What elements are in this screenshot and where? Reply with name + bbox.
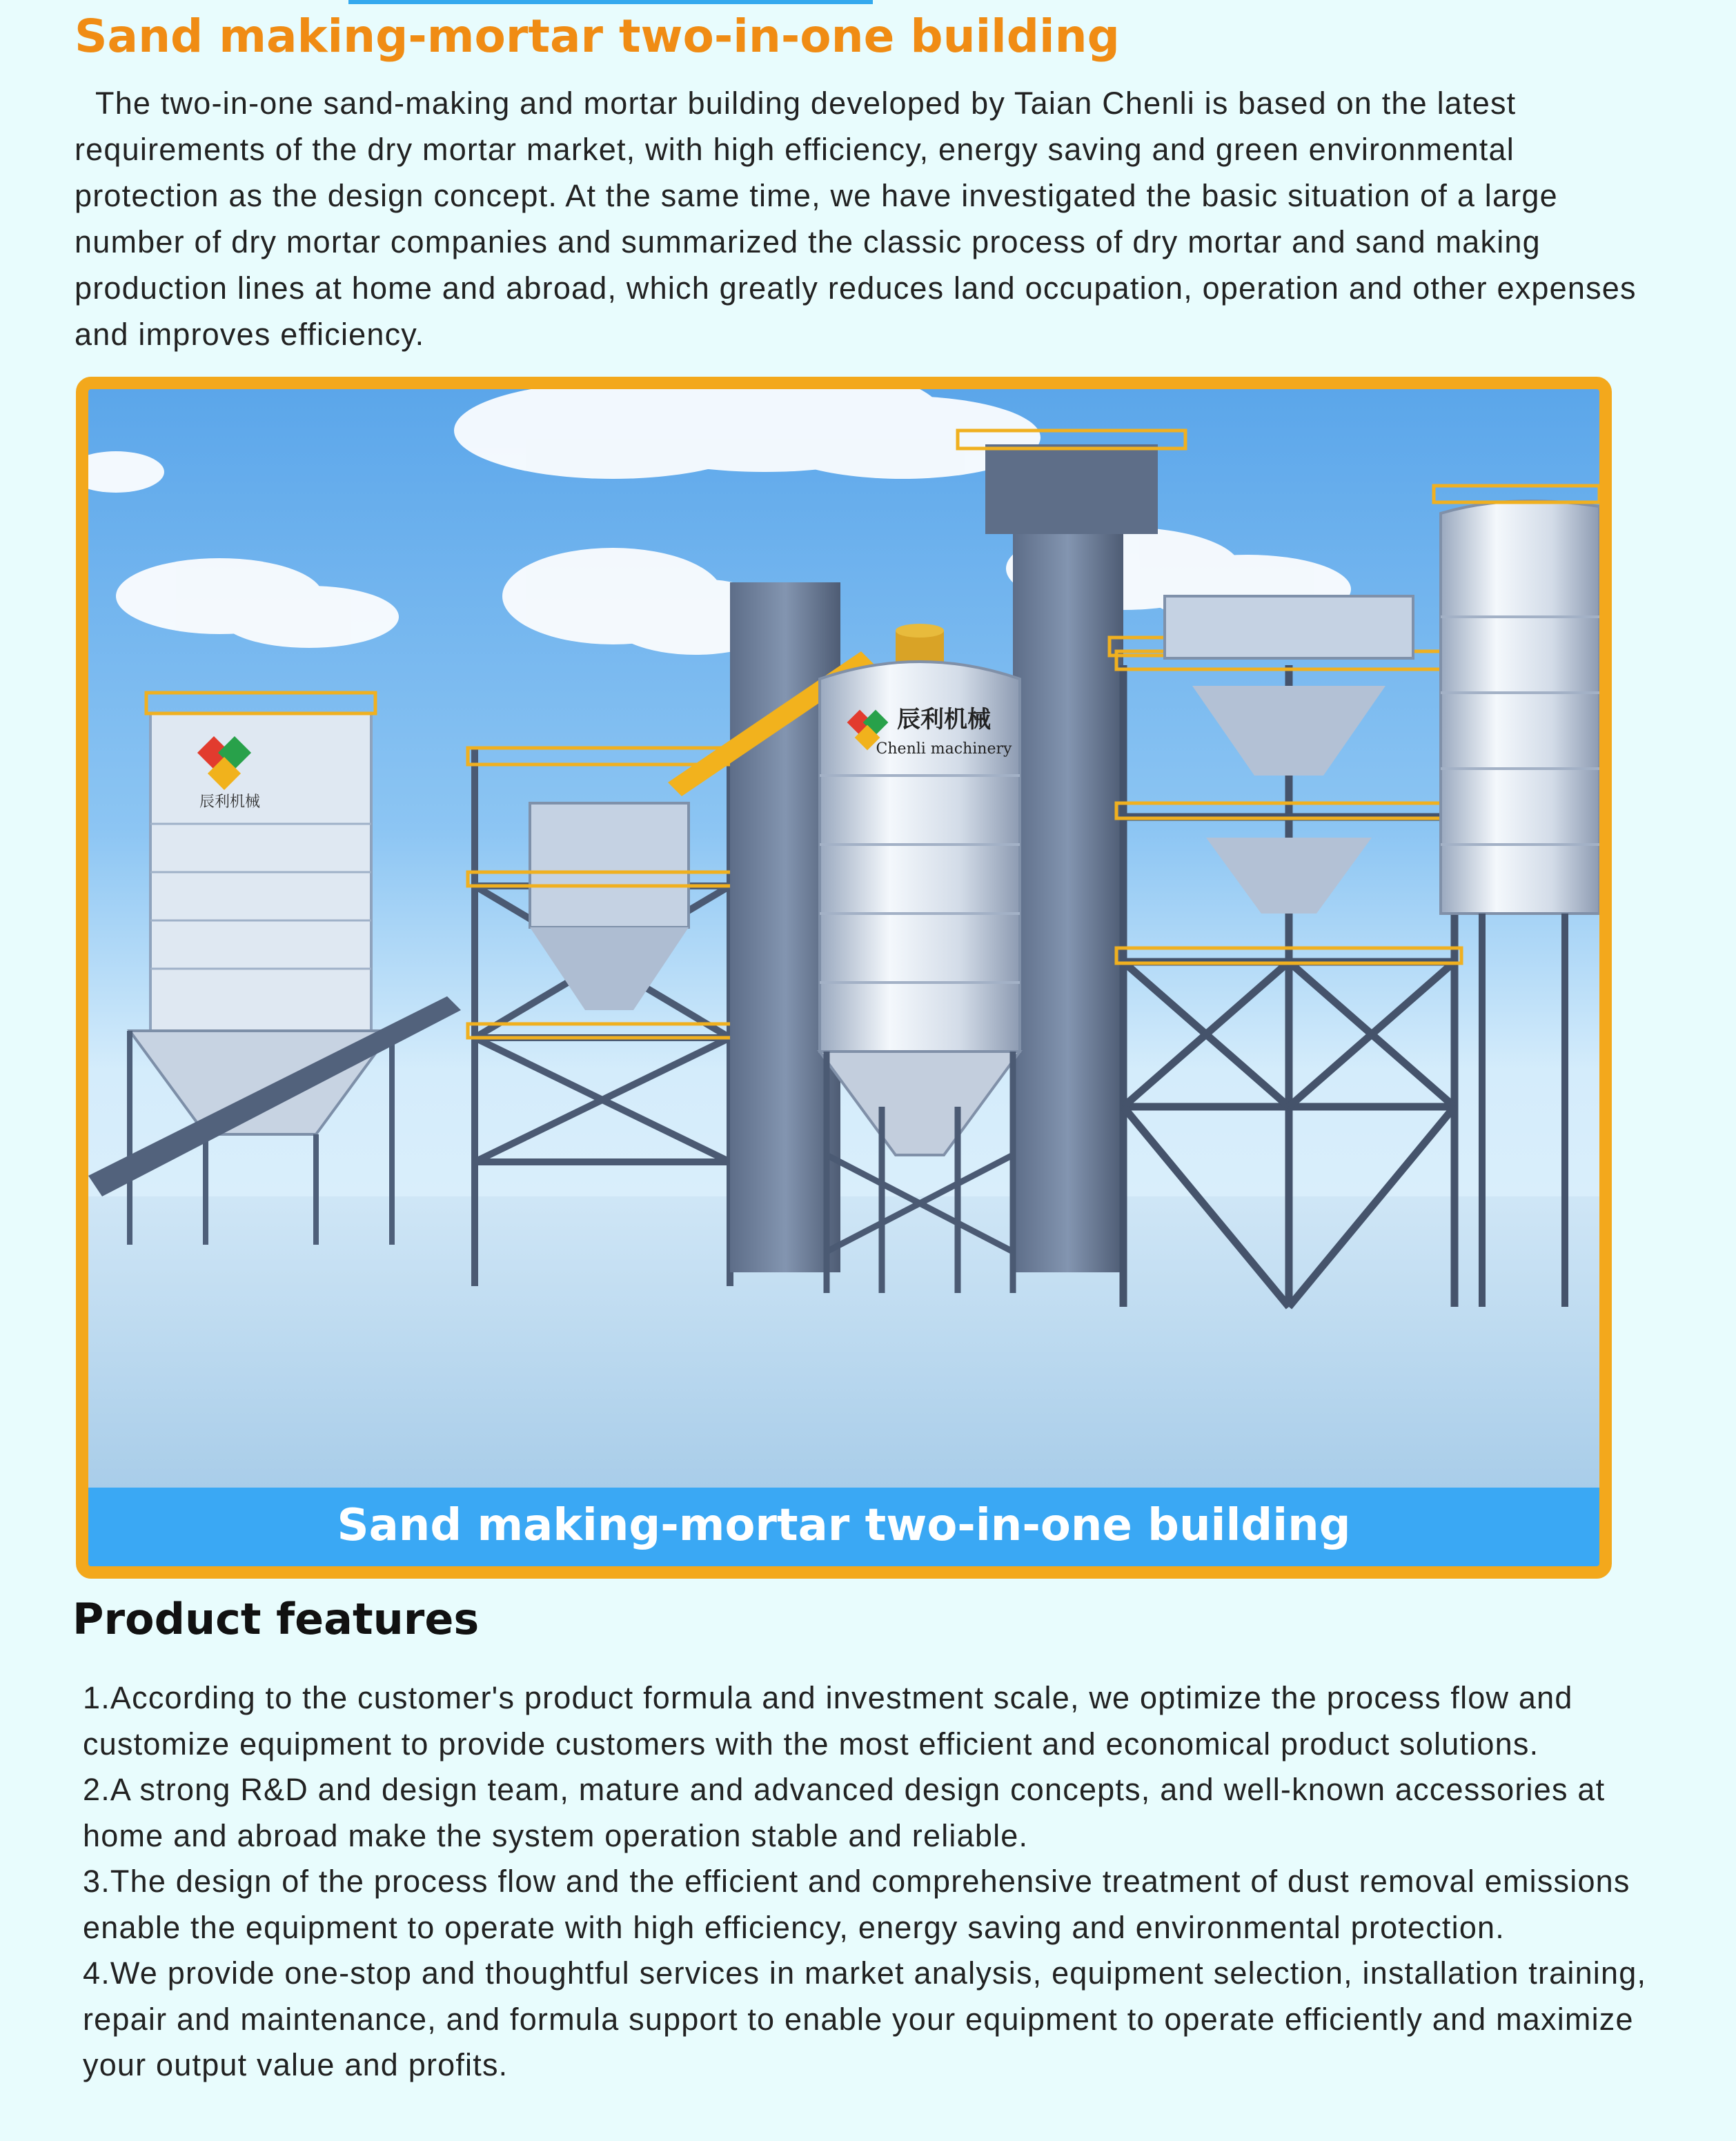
intro-paragraph: The two-in-one sand-making and mortar building developed by Taian Chenli is based on the latest requirements of the dry mortar market, with high efficiency, energy saving and green environmental protection as the design concept. At the same time, we have investigated the basic situation of a large number of dry mortar companies and summarized the classic process of dry mortar and sand making production lines at home and abroad, which greatly reduces land occupation, operation and other expenses and improves efficiency. — [75, 86, 1637, 352]
features-heading: Product features — [72, 1594, 480, 1644]
product-image-frame — [76, 377, 1612, 1579]
image-caption: Sand making-mortar two-in-one building — [337, 1500, 1351, 1551]
top-accent-bar — [348, 0, 873, 4]
caption-band — [88, 1488, 1599, 1566]
brand-label-cn: 辰利机械 — [897, 706, 991, 733]
feature-item-4: 4.We provide one-stop and thoughtful services in market analysis, equipment selection, installation training, repair and maintenance, and formula support to enable your equipment to operate efficiently and maximize your output value and profits. — [83, 1955, 1647, 2082]
features-list — [83, 1675, 1690, 2089]
product-image — [88, 389, 1599, 1488]
central-silo — [820, 624, 1020, 1293]
brand-label-left: 辰利机械 — [199, 793, 261, 811]
feature-item-1: 1.According to the customer's product formula and investment scale, we optimize the process flow and customize equipment to provide customers with the most efficient and economical product solutions. — [83, 1680, 1573, 1762]
feature-item-3: 3.The design of the process flow and the efficient and comprehensive treatment of dust removal emissions enable the equipment to operate with high efficiency, energy saving and environmental protection. — [83, 1864, 1630, 1945]
feature-item-2: 2.A strong R&D and design team, mature and advanced design concepts, and well-known accessories at home and abroad make the system operation stable and reliable. — [83, 1772, 1606, 1853]
brand-label-en: Chenli machinery — [876, 740, 1012, 758]
section-title: Sand making-mortar two-in-one building — [75, 10, 1120, 63]
plant-illustration — [88, 389, 1599, 1488]
